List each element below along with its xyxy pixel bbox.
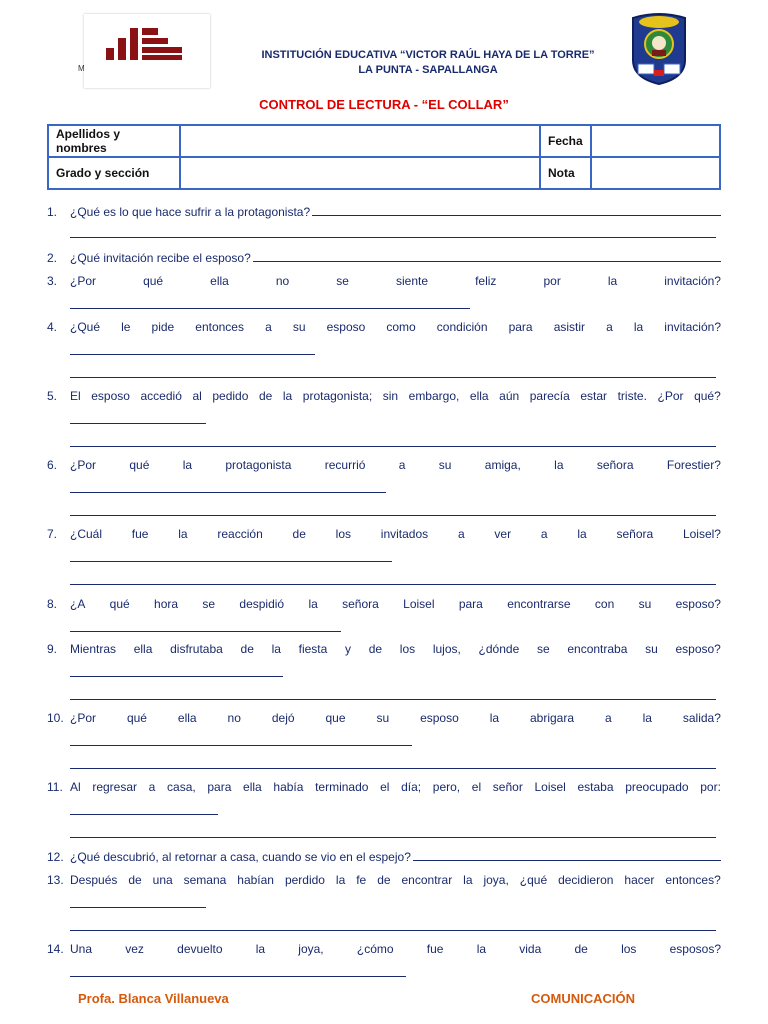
question-word: le xyxy=(121,320,131,334)
answer-line[interactable] xyxy=(70,676,283,677)
answer-line[interactable] xyxy=(70,308,470,309)
question-word: la xyxy=(335,873,346,887)
question-text xyxy=(70,273,721,289)
question-word: ella xyxy=(177,711,197,725)
question-word: preocupado xyxy=(625,780,689,794)
name-label: Apellidos y nombres xyxy=(48,125,180,157)
question-number: 13. xyxy=(47,873,64,887)
school-header xyxy=(200,48,656,78)
question-word: ¿Por xyxy=(70,458,97,472)
question-word: la xyxy=(182,458,193,472)
answer-line[interactable] xyxy=(70,930,716,931)
question-number: 4. xyxy=(47,320,58,334)
question-word: estaba xyxy=(577,780,614,794)
question-word: la xyxy=(642,711,652,725)
question-word: encontrarse xyxy=(507,597,571,611)
question-word: decidieron xyxy=(558,873,614,887)
question-word: a xyxy=(606,320,613,334)
question-word: señora xyxy=(342,597,379,611)
question-text xyxy=(70,388,721,404)
question-word: para xyxy=(508,320,533,334)
subject-name: COMUNICACIÓN xyxy=(531,991,635,1006)
question-number: 5. xyxy=(47,389,58,403)
question-word: fue xyxy=(131,527,149,541)
question-word: de xyxy=(368,642,383,656)
question-word: con xyxy=(594,597,615,611)
question-word: invitados xyxy=(380,527,429,541)
answer-line[interactable] xyxy=(70,515,716,516)
question-text xyxy=(70,710,721,726)
question-word: pero, xyxy=(432,780,461,794)
question-number: 1. xyxy=(47,205,58,219)
question-word: se xyxy=(336,274,349,288)
answer-line[interactable] xyxy=(70,354,315,355)
question-word: esposo xyxy=(91,389,130,403)
question-word: El xyxy=(70,389,81,403)
answer-line[interactable] xyxy=(70,768,716,769)
question-word: pedido xyxy=(212,389,249,403)
question-word: aún xyxy=(499,389,520,403)
shield-emblem-icon xyxy=(630,12,688,86)
question-word: ella xyxy=(210,274,229,288)
question-word: de xyxy=(574,942,588,956)
question-word: a xyxy=(457,527,465,541)
question-word: esposos? xyxy=(669,942,721,956)
answer-line[interactable] xyxy=(70,837,716,838)
question-word: qué xyxy=(109,597,130,611)
question-word: invitación? xyxy=(664,274,721,288)
question-text xyxy=(70,641,721,657)
question-word: casa, xyxy=(167,780,196,794)
answer-line[interactable] xyxy=(70,907,206,908)
question-word: su xyxy=(376,711,390,725)
question-word: como xyxy=(386,320,416,334)
question-word: perdido xyxy=(284,873,325,887)
question-word: ¿Por xyxy=(70,274,97,288)
question-word: esposo xyxy=(420,711,459,725)
question-number: 6. xyxy=(47,458,58,472)
question-word: lujos, xyxy=(432,642,461,656)
question-word: de xyxy=(128,873,142,887)
question-word: la xyxy=(463,873,473,887)
teacher-name: Profa. Blanca Villanueva xyxy=(78,991,229,1006)
question-word: qué xyxy=(126,711,147,725)
question-number: 12. xyxy=(47,850,64,864)
question-word: ¿A xyxy=(70,597,86,611)
page-title: CONTROL DE LECTURA - “EL COLLAR” xyxy=(259,97,509,112)
question-word: esposo? xyxy=(675,642,721,656)
question-word: dejó xyxy=(271,711,295,725)
question-word: entonces? xyxy=(665,873,721,887)
question-text xyxy=(70,779,721,795)
answer-line[interactable] xyxy=(312,204,721,216)
answer-line[interactable] xyxy=(70,423,206,424)
question-word: asistir xyxy=(553,320,586,334)
question-word: una xyxy=(152,873,173,887)
question-word: terminado xyxy=(315,780,369,794)
name-field[interactable] xyxy=(180,125,540,157)
question-word: la xyxy=(577,527,587,541)
question-word: abrigara xyxy=(529,711,575,725)
answer-line[interactable] xyxy=(70,237,716,238)
answer-line[interactable] xyxy=(70,446,716,447)
answer-line[interactable] xyxy=(70,492,386,493)
question-word: Loisel xyxy=(403,597,435,611)
question-word: la xyxy=(308,597,318,611)
grade-field[interactable] xyxy=(180,157,540,189)
score-label: Nota xyxy=(540,157,591,189)
school-location: LA PUNTA - SAPALLANGA xyxy=(358,64,498,76)
bar-logo-icon xyxy=(84,14,210,88)
question-text xyxy=(70,457,721,473)
question-word: Mientras xyxy=(70,642,117,656)
question-word: por: xyxy=(700,780,721,794)
question-word: por xyxy=(543,274,561,288)
question-word: encontraba xyxy=(567,642,628,656)
question-word: ella xyxy=(469,389,489,403)
question-word: su xyxy=(645,642,658,656)
question-word: parecía xyxy=(529,389,570,403)
question-word: no xyxy=(275,274,290,288)
answer-line[interactable] xyxy=(70,699,716,700)
question-word: encontrar xyxy=(401,873,453,887)
question-word: siente xyxy=(396,274,429,288)
question-number: 14. xyxy=(47,942,64,956)
question-word: la xyxy=(633,320,644,334)
question-word: su xyxy=(292,320,306,334)
answer-line[interactable] xyxy=(253,250,721,262)
question-word: despidió xyxy=(239,597,285,611)
question-word: había xyxy=(273,780,304,794)
question-word: a xyxy=(540,527,548,541)
school-emblem xyxy=(630,12,688,86)
question-text xyxy=(70,250,721,266)
question-word: hacer xyxy=(624,873,655,887)
question-word: la xyxy=(554,458,564,472)
question-word: su xyxy=(638,597,652,611)
question-word: feliz xyxy=(475,274,497,288)
question-word: qué xyxy=(143,274,164,288)
question-text-content: ¿Qué es lo que hace sufrir a la protagonista? xyxy=(70,205,311,219)
question-word: se xyxy=(202,597,216,611)
question-text xyxy=(70,941,721,957)
question-word: ¿dónde xyxy=(478,642,520,656)
question-word: joya, xyxy=(298,942,324,956)
question-word: ella xyxy=(243,780,262,794)
question-word: para xyxy=(458,597,483,611)
question-word: los xyxy=(399,642,416,656)
question-word: no xyxy=(227,711,241,725)
question-word: la xyxy=(178,527,188,541)
question-word: señora xyxy=(596,458,634,472)
question-text-content: ¿Qué descubrió, al retornar a casa, cuando se vio en el espejo? xyxy=(70,850,411,864)
question-word: los xyxy=(621,942,637,956)
question-word: de xyxy=(292,527,306,541)
question-number: 7. xyxy=(47,527,58,541)
question-word: a xyxy=(148,780,156,794)
question-word: la xyxy=(489,711,500,725)
question-word: se xyxy=(536,642,550,656)
question-word: ¿cómo xyxy=(356,942,394,956)
question-word: Después xyxy=(70,873,118,887)
question-word: entonces xyxy=(195,320,244,334)
question-word: triste. xyxy=(617,389,647,403)
question-word: señor xyxy=(492,780,523,794)
question-word: semana xyxy=(183,873,227,887)
question-number: 11. xyxy=(47,780,63,794)
question-word: ¿Por xyxy=(70,711,97,725)
grade-label: Grado y sección xyxy=(48,157,180,189)
school-name: INSTITUCIÓN EDUCATIVA “VICTOR RAÚL HAYA DE LA TORRE” xyxy=(261,49,595,61)
question-word: día; xyxy=(401,780,422,794)
question-word: pide xyxy=(151,320,175,334)
question-word: y xyxy=(345,642,352,656)
question-word: habían xyxy=(237,873,274,887)
question-word: los xyxy=(335,527,352,541)
question-word: devuelto xyxy=(177,942,223,956)
question-word: el xyxy=(380,780,390,794)
question-text xyxy=(70,849,721,865)
question-word: Forestier? xyxy=(666,458,721,472)
logo-letter: M xyxy=(78,64,85,73)
question-word: accedió xyxy=(140,389,182,403)
question-word: ver xyxy=(494,527,512,541)
answer-line[interactable] xyxy=(70,584,716,585)
question-word: reacción xyxy=(217,527,263,541)
score-field[interactable] xyxy=(591,157,720,189)
question-text xyxy=(70,596,721,612)
question-word: al xyxy=(192,389,202,403)
question-word: fue xyxy=(426,942,444,956)
question-word: protagonista; xyxy=(302,389,373,403)
question-word: invitación? xyxy=(664,320,721,334)
question-word: hora xyxy=(154,597,179,611)
question-word: sin xyxy=(382,389,399,403)
question-word: condición xyxy=(436,320,488,334)
question-word: protagonista xyxy=(225,458,292,472)
question-word: la xyxy=(282,389,293,403)
question-word: joya, xyxy=(483,873,509,887)
question-word: vez xyxy=(125,942,144,956)
question-word: qué xyxy=(129,458,150,472)
question-word: regresar xyxy=(92,780,138,794)
question-word: a xyxy=(265,320,272,334)
question-word: Loisel xyxy=(534,780,566,794)
answer-line[interactable] xyxy=(70,377,716,378)
question-word: qué? xyxy=(694,389,721,403)
school-logo-left xyxy=(78,14,210,88)
question-word: amiga, xyxy=(484,458,521,472)
question-word: vida xyxy=(519,942,542,956)
answer-line[interactable] xyxy=(70,745,412,746)
question-text xyxy=(70,872,721,888)
question-word: la xyxy=(255,942,266,956)
question-number: 2. xyxy=(47,251,58,265)
question-number: 3. xyxy=(47,274,58,288)
question-word: señora xyxy=(616,527,654,541)
question-word: disfrutaba xyxy=(170,642,223,656)
date-field[interactable] xyxy=(591,125,720,157)
answer-line[interactable] xyxy=(70,976,406,977)
answer-line[interactable] xyxy=(70,561,392,562)
question-word: su xyxy=(438,458,452,472)
question-text xyxy=(70,204,721,220)
question-word: ¿Por xyxy=(657,389,684,403)
question-word: esposo xyxy=(326,320,366,334)
question-text xyxy=(70,319,721,335)
question-word: que xyxy=(325,711,346,725)
question-word: de xyxy=(240,642,254,656)
question-word: la xyxy=(476,942,487,956)
question-word: embargo, xyxy=(408,389,460,403)
question-word: la xyxy=(271,642,281,656)
question-word: de xyxy=(377,873,391,887)
question-word: Al xyxy=(70,780,81,794)
question-word: el xyxy=(471,780,482,794)
question-word: ¿Qué xyxy=(70,320,101,334)
question-word: fe xyxy=(356,873,367,887)
answer-line[interactable] xyxy=(70,814,218,815)
question-text-content: ¿Qué invitación recibe el esposo? xyxy=(70,251,251,265)
question-word: Loisel? xyxy=(682,527,721,541)
question-word: ¿qué xyxy=(519,873,548,887)
question-word: a xyxy=(604,711,612,725)
question-word: Una xyxy=(70,942,93,956)
question-word: a xyxy=(398,458,406,472)
question-word: fiesta xyxy=(298,642,328,656)
student-info-table xyxy=(47,124,721,190)
question-number: 10. xyxy=(47,711,64,725)
answer-line[interactable] xyxy=(413,849,721,861)
question-number: 8. xyxy=(47,597,58,611)
question-word: estar xyxy=(580,389,608,403)
question-word: de xyxy=(258,389,273,403)
question-word: para xyxy=(207,780,232,794)
question-number: 9. xyxy=(47,642,58,656)
answer-line[interactable] xyxy=(70,631,341,632)
question-word: ella xyxy=(133,642,153,656)
question-word: recurrió xyxy=(324,458,366,472)
question-word: esposo? xyxy=(675,597,721,611)
question-word: salida? xyxy=(682,711,721,725)
question-word: la xyxy=(607,274,618,288)
question-text xyxy=(70,526,721,542)
date-label: Fecha xyxy=(540,125,591,157)
question-word: ¿Cuál xyxy=(70,527,103,541)
